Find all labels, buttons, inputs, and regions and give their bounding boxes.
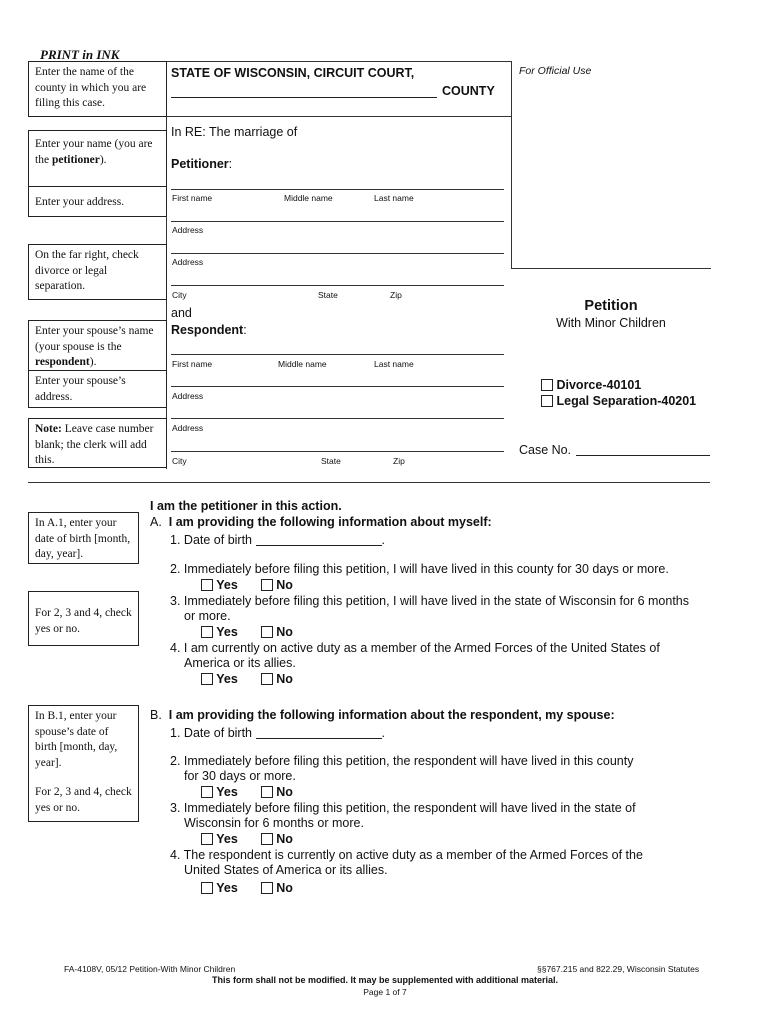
- divorce-checkbox[interactable]: [541, 379, 553, 391]
- b2-yes-label: Yes: [216, 785, 238, 799]
- b4-line2: United States of America or its allies.: [184, 863, 388, 877]
- a4-yes-checkbox[interactable]: [201, 673, 213, 685]
- a1-dob-field[interactable]: [256, 533, 382, 546]
- case-no-field[interactable]: [576, 455, 710, 456]
- b4-no-label: No: [276, 881, 293, 895]
- b2-no-checkbox[interactable]: [261, 786, 273, 798]
- petitioner-address-field-2[interactable]: [171, 253, 504, 254]
- a2-no-checkbox[interactable]: [261, 579, 273, 591]
- official-use-label: For Official Use: [519, 65, 592, 77]
- b4-line1: 4. The respondent is currently on active duty as a member of the Armed Forces of the: [170, 848, 643, 862]
- a3-options: [201, 625, 293, 639]
- b1-label: Date of birth: [183, 726, 253, 740]
- a4-options: [201, 672, 293, 686]
- respondent-address-field-2[interactable]: [171, 418, 504, 419]
- court-section-rule: [166, 116, 512, 117]
- a4-line2: America or its allies.: [184, 656, 296, 670]
- a3-no-checkbox[interactable]: [261, 626, 273, 638]
- a2-yes-checkbox[interactable]: [201, 579, 213, 591]
- hint-spouse-text: Enter your spouse’s name (your spouse is the: [35, 325, 154, 353]
- a2-yes-label: Yes: [216, 578, 238, 592]
- a4-no-checkbox[interactable]: [261, 673, 273, 685]
- b3-no-label: No: [276, 832, 293, 846]
- b2-line2: for 30 days or more.: [184, 769, 296, 783]
- b2-line1: 2. Immediately before filing this petition, the respondent will have lived in this county: [170, 754, 634, 768]
- legal-separation-label: Legal Separation-40201: [556, 394, 697, 408]
- hint-spouse-post: ).: [89, 356, 97, 368]
- hint-name-post: ).: [99, 153, 107, 166]
- petitioner-address-field-1[interactable]: [171, 221, 504, 222]
- b3-line1: 3. Immediately before filing this petition, the respondent will have lived in the state of: [170, 801, 636, 815]
- hint-note: [28, 418, 167, 468]
- respondent-label-text: Respondent: [171, 323, 244, 337]
- county-label: COUNTY: [442, 84, 495, 98]
- page-number: Page 1 of 7: [363, 987, 407, 997]
- hint-address: Enter your address.: [28, 186, 167, 217]
- a4-yes-label: Yes: [216, 672, 238, 686]
- legal-separation-checkbox[interactable]: [541, 395, 553, 407]
- hint-spouse-name: [28, 320, 167, 371]
- in-re-label: In RE: The marriage of: [171, 125, 298, 139]
- petitioner-label-text: Petitioner: [171, 157, 229, 171]
- a4-line1: 4. I am currently on active duty as a member of the Armed Forces of the United States of: [170, 641, 660, 655]
- b4-options: [201, 881, 293, 895]
- b1-number: 1.: [170, 726, 181, 740]
- petitioner-label: [171, 157, 232, 171]
- official-use-divider: [511, 61, 512, 269]
- a1-number: 1.: [170, 533, 181, 547]
- b3-line2: Wisconsin for 6 months or more.: [184, 816, 364, 830]
- section-a-heading: [150, 515, 492, 529]
- legal-separation-option[interactable]: [541, 394, 696, 408]
- b2-options: [201, 785, 293, 799]
- b4-no-checkbox[interactable]: [261, 882, 273, 894]
- a2-no-label: No: [276, 578, 293, 592]
- b3-yes-label: Yes: [216, 832, 238, 846]
- pet-last-name-label: Last name: [374, 193, 414, 203]
- divorce-label: Divorce-40101: [556, 378, 642, 392]
- resp-last-name-label: Last name: [374, 359, 414, 369]
- a4-no-label: No: [276, 672, 293, 686]
- resp-middle-name-label: Middle name: [278, 359, 327, 369]
- pet-address-label-1: Address: [172, 225, 204, 235]
- respondent-colon: :: [243, 323, 247, 337]
- resp-state-label: State: [321, 456, 341, 466]
- county-input[interactable]: [171, 97, 437, 98]
- section-a-title: I am providing the following information about myself:: [168, 515, 492, 529]
- and-label: and: [171, 306, 192, 320]
- hint-note-text: Leave case number blank; the clerk will add this.: [35, 423, 154, 466]
- a2-options: [201, 578, 293, 592]
- resp-city-label: City: [172, 456, 187, 466]
- hint-spouse-address: Enter your spouse’s address.: [28, 370, 167, 408]
- b1-period: .: [381, 726, 385, 740]
- case-no-label: Case No.: [519, 443, 572, 457]
- modification-notice: This form shall not be modified. It may be supplemented with additional material.: [211, 975, 559, 985]
- petitioner-city-field[interactable]: [171, 285, 504, 286]
- pet-middle-name-label: Middle name: [284, 193, 333, 203]
- pet-address-label-2: Address: [172, 257, 204, 267]
- divorce-option[interactable]: [541, 378, 641, 392]
- resp-zip-label: Zip: [393, 456, 405, 466]
- a1-row: [170, 533, 385, 547]
- statutes: §§767.215 and 822.29, Wisconsin Statutes: [537, 964, 700, 974]
- hint-name-text: Enter your name (you are the: [35, 138, 153, 166]
- respondent-name-field[interactable]: [171, 354, 504, 355]
- hint-b-box: [28, 705, 139, 822]
- section-divider: [28, 482, 710, 483]
- pet-city-label: City: [172, 290, 187, 300]
- petition-subtitle: With Minor Children: [556, 316, 666, 330]
- b4-yes-checkbox[interactable]: [201, 882, 213, 894]
- hint-far-right: On the far right, check divorce or legal separation.: [28, 244, 167, 300]
- a3-no-label: No: [276, 625, 293, 639]
- hint-b1: In B.1, enter your spouse’s date of birth [month, day, year].: [35, 710, 118, 769]
- b4-yes-label: Yes: [216, 881, 238, 895]
- section-a-letter: A.: [150, 515, 162, 529]
- pet-first-name-label: First name: [172, 193, 213, 203]
- a1-period: .: [381, 533, 385, 547]
- a3-line2: or more.: [184, 609, 231, 623]
- respondent-label: [171, 323, 247, 337]
- petitioner-name-field[interactable]: [171, 189, 504, 190]
- section-b-letter: B.: [150, 708, 162, 722]
- form-id: FA-4108V, 05/12 Petition-With Minor Children: [64, 964, 236, 974]
- a3-yes-checkbox[interactable]: [201, 626, 213, 638]
- resp-address-label-1: Address: [172, 391, 204, 401]
- b1-dob-field[interactable]: [256, 726, 382, 739]
- pet-state-label: State: [318, 290, 338, 300]
- b1-row: [170, 726, 385, 740]
- print-in-ink: PRINT in INK: [40, 47, 120, 62]
- a2-text: 2. Immediately before filing this petition, I will have lived in this county for 30 days or more.: [170, 562, 669, 576]
- hint-name-bold: petitioner: [51, 153, 100, 166]
- hint-a234: For 2, 3 and 4, check yes or no.: [28, 591, 139, 646]
- hint-a1: In A.1, enter your date of birth [month, day, year].: [28, 512, 139, 564]
- b2-no-label: No: [276, 785, 293, 799]
- section-b-heading: [150, 708, 615, 722]
- petition-title: Petition: [584, 298, 638, 314]
- b3-no-checkbox[interactable]: [261, 833, 273, 845]
- petitioner-colon: :: [228, 157, 233, 171]
- b3-yes-checkbox[interactable]: [201, 833, 213, 845]
- hint-petitioner-name: [28, 130, 167, 187]
- resp-first-name-label: First name: [172, 359, 213, 369]
- intro-statement: I am the petitioner in this action.: [150, 499, 342, 513]
- respondent-address-field-1[interactable]: [171, 386, 504, 387]
- resp-address-label-2: Address: [172, 423, 204, 433]
- a3-line1: 3. Immediately before filing this petition, I will have lived in the state of Wisconsin for 6 months: [170, 594, 689, 608]
- b2-yes-checkbox[interactable]: [201, 786, 213, 798]
- court-line: STATE OF WISCONSIN, CIRCUIT COURT,: [171, 66, 415, 80]
- hint-spouse-bold: respondent: [35, 356, 90, 368]
- hint-note-bold: Note:: [35, 423, 62, 435]
- section-b-title: I am providing the following information about the respondent, my spouse:: [168, 708, 615, 722]
- hint-county: Enter the name of the county in which you are filing this case.: [28, 61, 167, 117]
- official-use-bottom: [511, 268, 711, 269]
- a1-label: Date of birth: [183, 533, 253, 547]
- respondent-city-field[interactable]: [171, 451, 504, 452]
- pet-zip-label: Zip: [390, 290, 402, 300]
- hint-b234: For 2, 3 and 4, check yes or no.: [35, 786, 132, 814]
- b3-options: [201, 832, 293, 846]
- a3-yes-label: Yes: [216, 625, 238, 639]
